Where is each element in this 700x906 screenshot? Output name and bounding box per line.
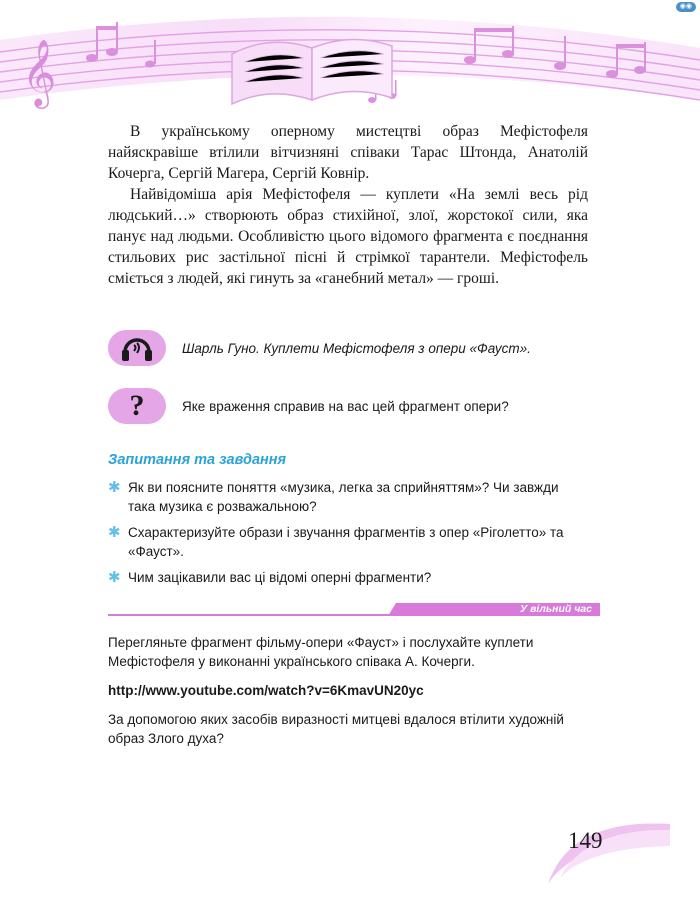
headphones-icon[interactable] — [108, 330, 166, 366]
listen-text: Шарль Гуно. Куплети Мефістофеля з опери «Фауст». — [182, 340, 531, 356]
star-bullet-icon: ✱ — [108, 569, 121, 586]
listen-block — [108, 330, 531, 366]
list-item: ✱ Схарактеризуйте образи і звучання фрагментів з опер «Ріголетто» та «Фауст». — [108, 524, 564, 559]
music-notes-banner — [0, 0, 700, 120]
free-time-question: За допомогою яких засобів виразності митцеві вдалося втілити художній образ Злого духа? — [108, 712, 564, 746]
main-text — [108, 121, 588, 289]
page-number-decoration — [540, 818, 670, 898]
open-book-icon — [232, 39, 392, 104]
list-item: ✱ Як ви поясните поняття «музика, легка за сприйняттям»? Чи завжди така музика є розважальною? — [108, 479, 559, 514]
question-icon: ? — [108, 388, 166, 424]
list-item: ✱ Чим зацікавили вас ці відомі оперні фрагменти? — [108, 569, 432, 586]
decorative-header — [0, 0, 700, 120]
star-bullet-icon: ✱ — [108, 524, 121, 541]
section-title: Запитання та завдання — [108, 452, 287, 468]
video-link[interactable]: http://www.youtube.com/watch?v=6KmavUN20yc — [108, 683, 424, 698]
paragraph: В українському оперному мистецтві образ Мефістофеля найяскравіше втілили вітчизняні співаки Тарас Штонда, Анатолій Кочерга, Сергій Магера, Сергій Ковнір. — [108, 123, 588, 182]
free-time-label: У вільний час — [520, 603, 592, 615]
publisher-logo: ◉◉ — [676, 2, 696, 12]
question-text: Яке враження справив на вас цей фрагмент опери? — [182, 398, 509, 414]
free-time-section — [108, 633, 588, 758]
free-time-divider — [108, 603, 600, 617]
svg-text:𝄞: 𝄞 — [22, 38, 57, 106]
free-time-instructions: Перегляньте фрагмент фільму-опери «Фауст» і послухайте куплети Мефістофеля у виконанні українського співака А. Кочерги. — [108, 635, 534, 669]
question-block — [108, 388, 509, 424]
paragraph: Найвідоміша арія Мефістофеля — куплети «На землі весь рід людський…» створюють образ стихійної, злої, жорстокої сили, яка панує над людьми. Особливістю цього відомого фрагмента є поєднання стильових рис застільної пісні й стрімкої тарантели. Мефістофель сміється з людей, які гинуть за «ганебний метал» — гроші. — [108, 186, 588, 287]
page-number: 149 — [568, 828, 603, 853]
star-bullet-icon: ✱ — [108, 479, 121, 496]
tasks-list — [108, 478, 588, 594]
